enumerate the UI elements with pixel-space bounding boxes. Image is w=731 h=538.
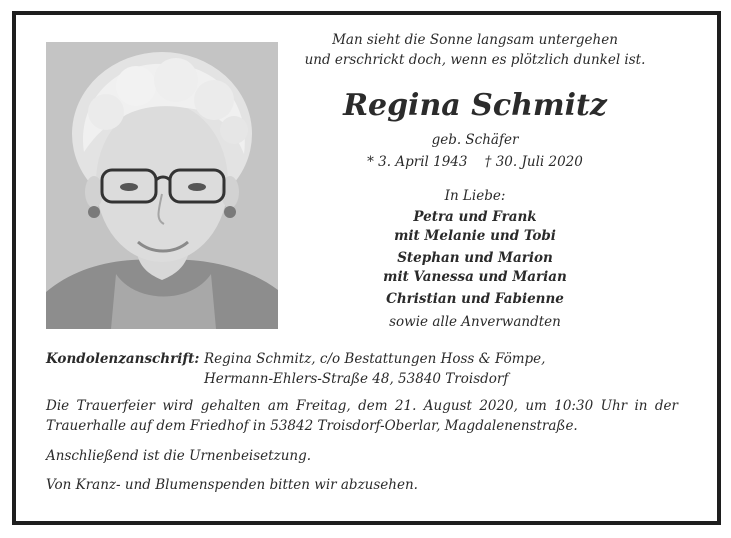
- condolence-address: [46, 349, 686, 389]
- birth-date: * 3. April 1943: [367, 154, 468, 170]
- mourner-line: Petra und Frank: [413, 209, 537, 225]
- verse-line-1: Man sieht die Sonne langsam untergehen: [332, 32, 618, 48]
- mourner-line: Stephan und Marion: [397, 250, 553, 266]
- condolence-line-1: Regina Schmitz, c/o Bestattungen Hoss & Fömpe,: [204, 351, 546, 367]
- maiden-name: geb. Schäfer: [431, 132, 519, 148]
- mourner-line: mit Melanie und Tobi: [394, 228, 556, 244]
- condolence-label: Kondolenzanschrift:: [46, 351, 200, 367]
- mourner-group: [290, 290, 660, 309]
- urn-notice: Anschließend ist die Urnenbeisetzung.: [46, 448, 312, 464]
- flowers-notice: Von Kranz- und Blumenspenden bitten wir abzusehen.: [46, 477, 418, 493]
- condolence-line-2: Hermann-Ehlers-Straße 48, 53840 Troisdorf: [204, 371, 509, 387]
- mourner-line: Christian und Fabienne: [386, 291, 564, 307]
- condolence-lines: [204, 349, 545, 389]
- verse-line-2: und erschrickt doch, wenn es plötzlich dunkel ist.: [304, 52, 646, 68]
- funeral-notice: Die Trauerfeier wird gehalten am Freitag, dem 21. August 2020, um 10:30 Uhr in der Trauerhalle auf dem Friedhof in 53842 Troisdorf-Oberlar, Magdalenenstraße.: [46, 398, 678, 434]
- portrait-photo: [46, 42, 278, 329]
- mourners-closing: sowie alle Anverwandten: [389, 314, 561, 330]
- mourners-intro: In Liebe:: [444, 188, 506, 204]
- verse: [290, 30, 660, 70]
- mourner-line: mit Vanessa und Marian: [383, 269, 567, 285]
- life-dates: [290, 153, 660, 171]
- deceased-name: Regina Schmitz: [343, 88, 607, 123]
- death-date: † 30. Juli 2020: [484, 154, 583, 170]
- mourners-list: [290, 186, 660, 332]
- mourner-group: [290, 208, 660, 246]
- mourner-group: [290, 249, 660, 287]
- portrait-illustration: [46, 42, 278, 329]
